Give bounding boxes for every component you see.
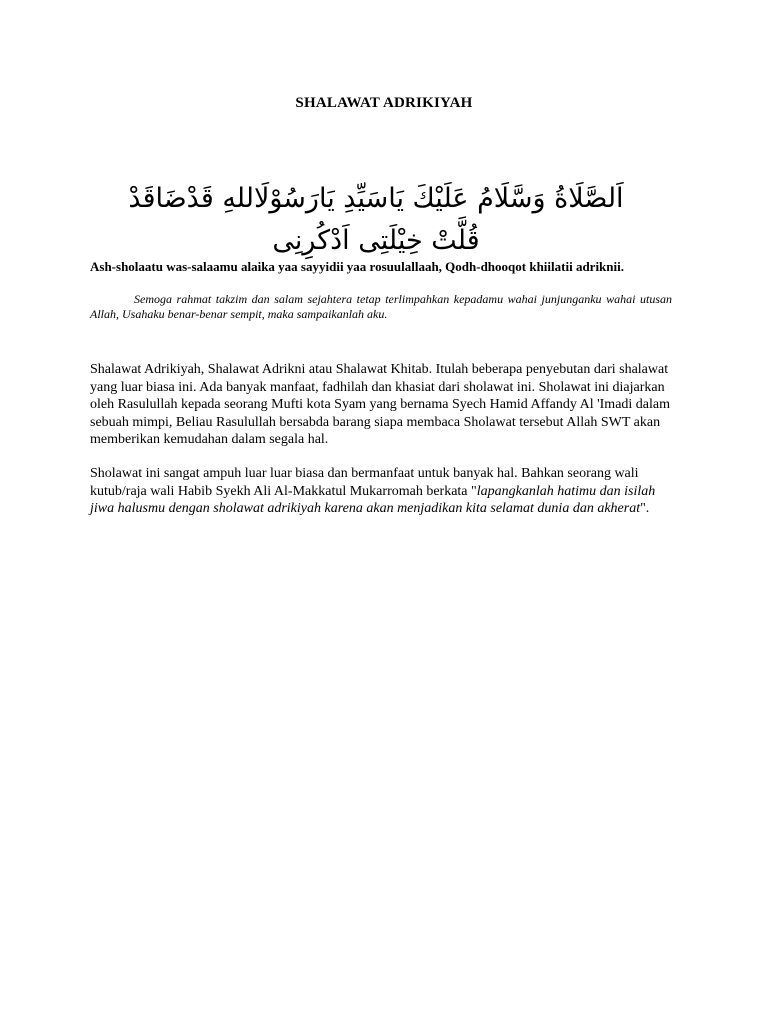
paragraph-benefits bbox=[90, 465, 680, 518]
arabic-shalawat-text: اَلصَّلَاةُ وَسَّلَامُ عَلَيْكَ يَاسَيِّدِ يَارَسُوْلَاللهِ قَدْضَاقَدْ قُلَّتْ خِيْلَتِى اَدْكُرِنِى bbox=[128, 183, 624, 256]
document-title: SHALAWAT ADRIKIYAH bbox=[295, 95, 473, 111]
paragraph-introduction: Shalawat Adrikiyah, Shalawat Adrikni atau Shalawat Khitab. Itulah beberapa penyebutan dari shalawat yang luar biasa ini. Ada banyak manfaat, fadhilah dan khasiat dari sholawat ini. Sholawat ini diajarkan oleh Rasulullah kepada seorang Mufti kota Syam yang bernama Syech Hamid Affandy Al 'Imadi dalam sebuah mimpi, Beliau Rasulullah bersabda barang siapa membaca Sholawat tersebut Allah SWT akan memberikan kemudahan dalam segala hal. bbox=[90, 362, 671, 447]
transliteration-text: Ash-sholaatu was-salaamu alaika yaa sayyidii yaa rosuulallaah, Qodh-dhooqot khiilatii adriknii. bbox=[90, 259, 624, 274]
paragraph-benefits-intro: Sholawat ini sangat ampuh luar luar biasa dan bermanfaat untuk banyak hal. Bahkan seorang wali kutub/raja wali Habib Syekh Ali Al-Makkatul Mukarromah berkata " bbox=[90, 466, 639, 499]
paragraph-benefits-end: ". bbox=[640, 501, 650, 516]
translation-text: Semoga rahmat takzim dan salam sejahtera tetap terlimpahkan kepadamu wahai junjunganku wahai utusan Allah, Usahaku benar-benar sempit, maka sampaikanlah aku. bbox=[90, 292, 672, 321]
habib-quote: lapangkanlah hatimu dan isilah jiwa halusmu dengan sholawat adrikiyah karena akan menjadikan kita selamat dunia dan akherat bbox=[90, 483, 656, 516]
